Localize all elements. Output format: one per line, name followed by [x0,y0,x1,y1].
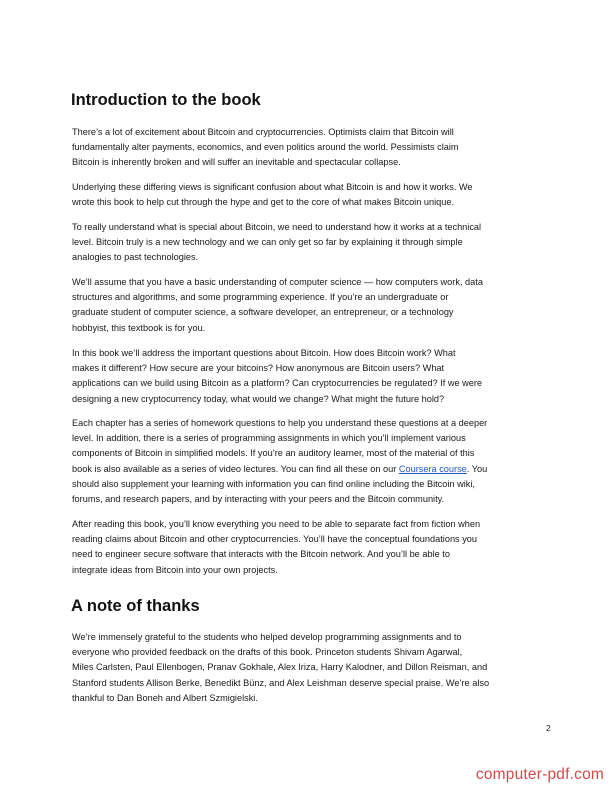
text-line: Underlying these differing views is significant confusion about what Bitcoin is and how it works. We [72,182,473,192]
text-line: We’ll assume that you have a basic understanding of computer science — how computers work, data [72,277,483,287]
text-line: There’s a lot of excitement about Bitcoin and cryptocurrencies. Optimists claim that Bitcoin will [72,127,454,137]
text-line: level. In addition, there is a series of programming assignments in which you’ll implement various [72,433,466,444]
text-fragment: . You [466,463,488,474]
paragraph [72,630,547,706]
page-number: 2 [546,723,551,733]
text-line: Each chapter has a series of homework questions to help you understand these questions at a deeper [72,418,488,428]
text-line: structures and algorithms, and some programming experience. If you’re an undergraduate or [72,292,449,303]
text-line: components of Bitcoin in simplified models. If you’re an auditory learner, most of the material of this [72,448,475,459]
text-line: thankful to Dan Boneh and Albert Szmigielski. [72,692,258,703]
paragraph [72,125,547,171]
section-heading-introduction: Introduction to the book [71,91,261,109]
paragraph [72,346,547,407]
text-line: After reading this book, you’ll know everything you need to be able to separate fact from fiction when [72,519,481,529]
text-line: Bitcoin is inherently broken and will suffer an inevitable and spectacular collapse. [72,157,401,168]
text-line: makes it different? How secure are your bitcoins? How anonymous are Bitcoin users? What [72,363,445,374]
text-line: applications can we build using Bitcoin as a platform? Can cryptocurrencies be regulated? If we were [72,378,483,389]
paragraph [72,416,547,507]
text-line: analogies to past technologies. [72,252,199,263]
text-line: To really understand what is special about Bitcoin, we need to understand how it works at a technical [72,222,482,232]
text-line-with-link [72,462,547,477]
watermark: computer-pdf.com [475,766,604,783]
text-line: integrate ideas from Bitcoin into your own projects. [72,564,278,575]
text-line: In this book we’ll address the important questions about Bitcoin. How does Bitcoin work? What [72,348,456,358]
text-line: hobbyist, this textbook is for you. [72,322,206,333]
coursera-course-link[interactable]: Coursera course [398,463,467,474]
text-line: everyone who provided feedback on the drafts of this book. Princeton students Shivam Agarwal, [72,647,463,658]
text-line: designing a new cryptocurrency today, what would we change? What might the future hold? [72,393,445,404]
paragraph [72,517,547,578]
text-fragment: book is also available as a series of video lectures. You can find all these on our [72,463,399,474]
text-line: reading claims about Bitcoin and other cryptocurrencies. You’ll have the conceptual foundations you [72,534,478,545]
text-line: wrote this book to help cut through the hype and get to the core of what makes Bitcoin unique. [72,197,455,208]
paragraph [72,220,547,266]
text-line: fundamentally alter payments, economics, and even politics around the world. Pessimists claim [72,142,459,153]
text-line: graduate student of computer science, a software developer, an entrepreneur, or a technology [72,307,454,318]
text-line: Stanford students Allison Berke, Benedikt Bünz, and Alex Leishman deserve special praise. We’re also [72,677,490,688]
text-line: forums, and research papers, and by interacting with your peers and the Bitcoin community. [72,494,445,505]
text-line: should also supplement your learning with information you can find online including the Bitcoin wiki, [72,478,475,489]
text-line: Miles Carlsten, Paul Ellenbogen, Pranav Gokhale, Alex Iriza, Harry Kalodner, and Dillon Reisman, and [72,662,488,673]
text-line: need to engineer secure software that interacts with the Bitcoin network. And you’ll be able to [72,549,450,560]
text-line: level. Bitcoin truly is a new technology and we can only get so far by explaining it through simple [72,237,463,248]
text-line: We’re immensely grateful to the students who helped develop programming assignments and to [72,632,462,642]
section-heading-thanks: A note of thanks [71,597,200,615]
paragraph [72,180,547,210]
paragraph [72,275,547,336]
